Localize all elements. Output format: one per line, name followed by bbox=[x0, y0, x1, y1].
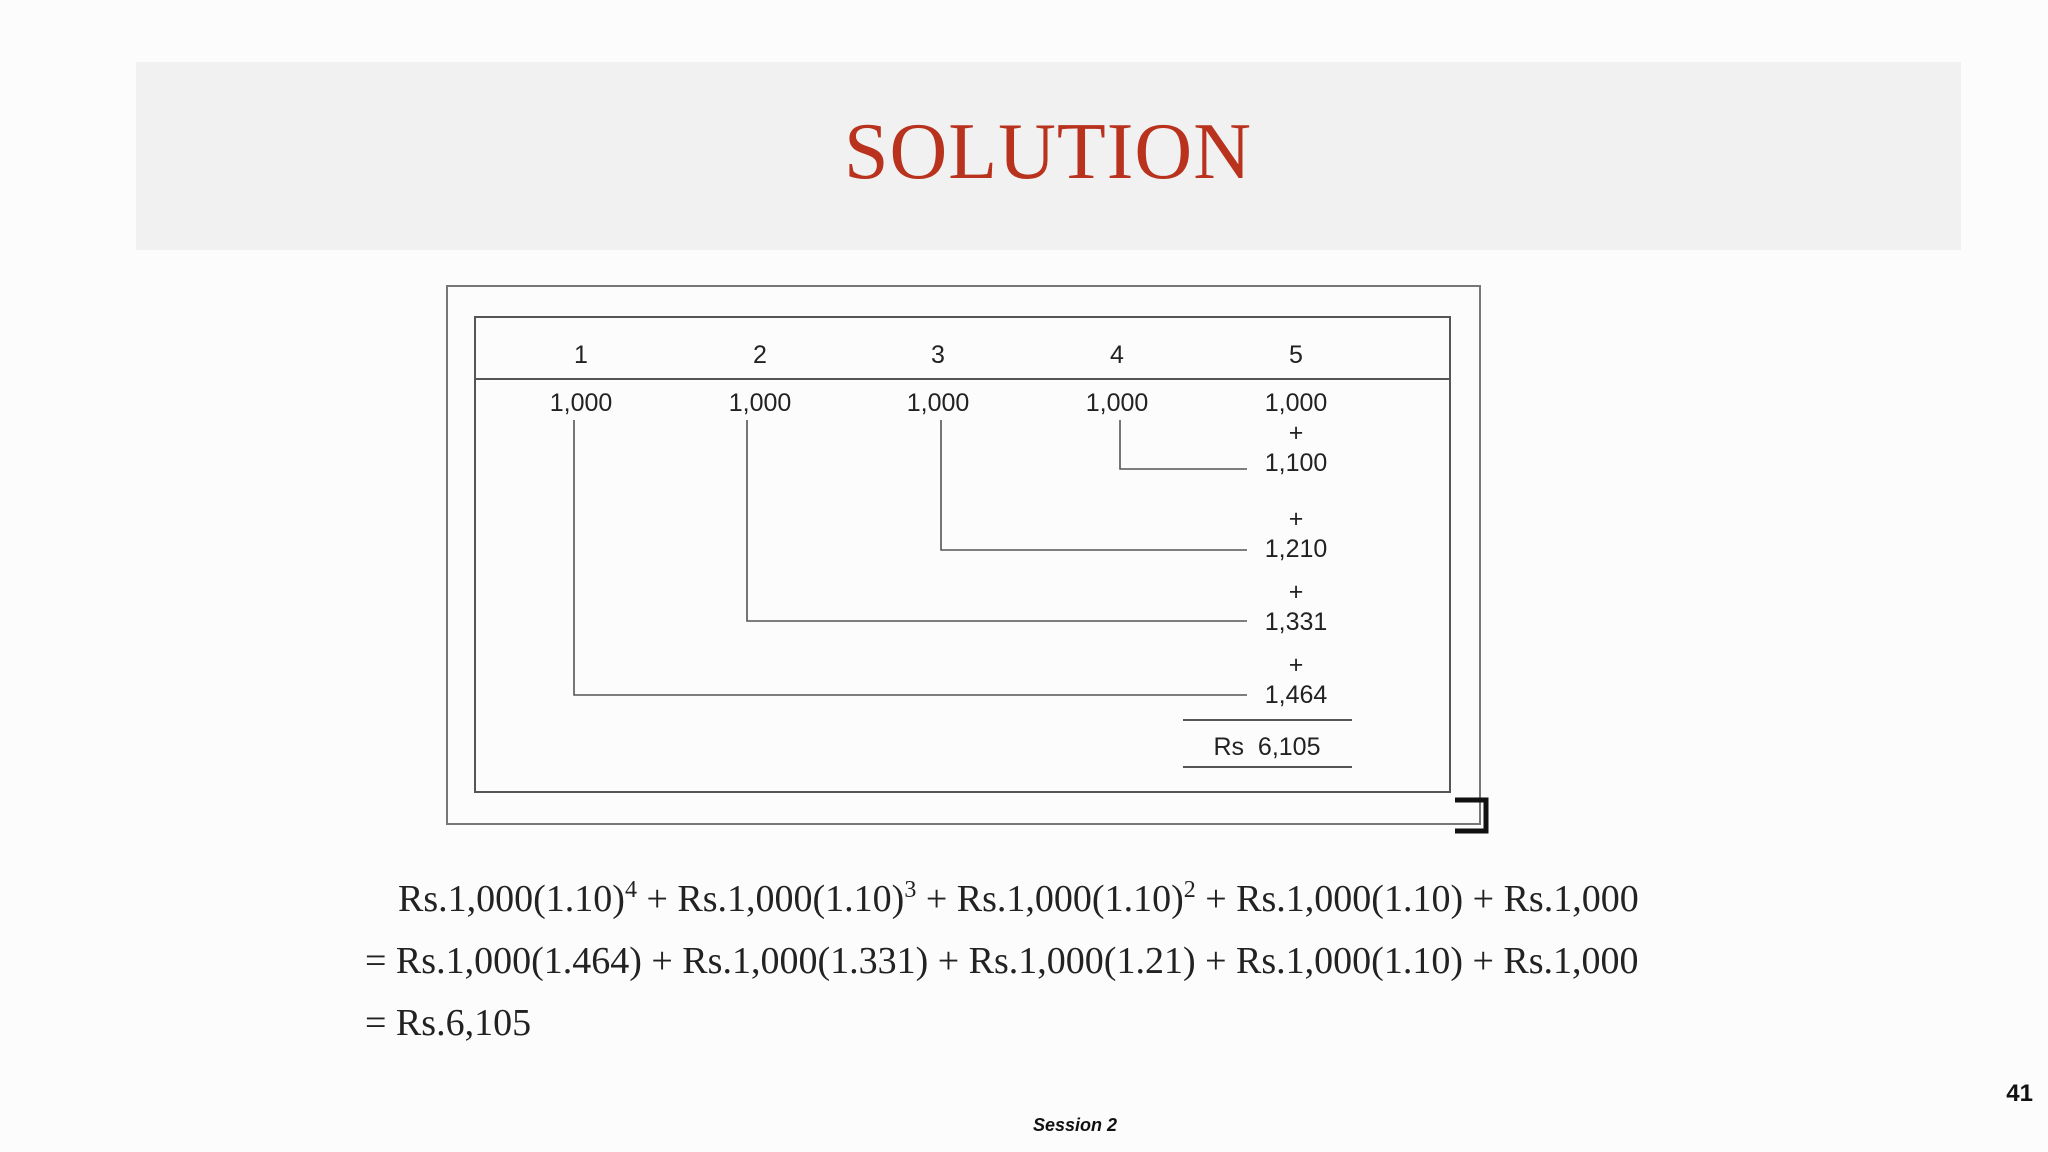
period-label-4: 4 bbox=[1110, 341, 1124, 369]
plus-sign: + bbox=[1288, 419, 1304, 447]
period-label-2: 2 bbox=[753, 341, 767, 369]
formula-term: Rs.1,000 bbox=[1503, 878, 1639, 920]
formula-term: Rs.1,000(1.10) bbox=[398, 878, 625, 920]
payment-3: 1,000 bbox=[906, 389, 970, 417]
total-value: Rs 6,105 bbox=[1213, 733, 1321, 761]
plus-sign: + bbox=[1288, 651, 1304, 679]
payment-5: 1,000 bbox=[1264, 389, 1328, 417]
period-label-1: 1 bbox=[574, 341, 588, 369]
plus-sign: + bbox=[1288, 505, 1304, 533]
payment-1: 1,000 bbox=[549, 389, 613, 417]
slide-title: SOLUTION bbox=[844, 108, 1252, 196]
formula-operator: + bbox=[1195, 878, 1237, 920]
formula-term: Rs.1,000(1.10) bbox=[956, 878, 1184, 920]
page-number: 41 bbox=[2006, 1080, 2033, 1107]
formula-exponent: 3 bbox=[904, 877, 917, 903]
formula-term: Rs.1,000(1.10) bbox=[677, 878, 905, 920]
future-value-1464: 1,464 bbox=[1264, 681, 1328, 709]
period-label-5: 5 bbox=[1289, 341, 1303, 369]
future-value-1100: 1,100 bbox=[1264, 449, 1328, 477]
payment-2: 1,000 bbox=[728, 389, 792, 417]
session-footer: Session 2 bbox=[1032, 1115, 1118, 1135]
formula-operator: + bbox=[636, 878, 678, 920]
formula-line-1 bbox=[398, 877, 1639, 920]
period-label-3: 3 bbox=[931, 341, 945, 369]
plus-sign: + bbox=[1288, 578, 1304, 606]
future-value-1210: 1,210 bbox=[1264, 535, 1328, 563]
formula-exponent: 2 bbox=[1183, 877, 1196, 903]
payment-4: 1,000 bbox=[1085, 389, 1149, 417]
formula-line-3: = Rs.6,105 bbox=[365, 1002, 532, 1044]
formula-operator: + bbox=[916, 878, 957, 920]
formula-term: Rs.1,000(1.10) bbox=[1236, 878, 1464, 920]
formula-line-2: = Rs.1,000(1.464) + Rs.1,000(1.331) + Rs.1,000(1.21) + Rs.1,000(1.10) + Rs.1,000 bbox=[365, 940, 1639, 982]
formula-operator: + bbox=[1463, 878, 1504, 920]
formula-exponent: 4 bbox=[624, 877, 637, 903]
future-value-1331: 1,331 bbox=[1264, 608, 1328, 636]
